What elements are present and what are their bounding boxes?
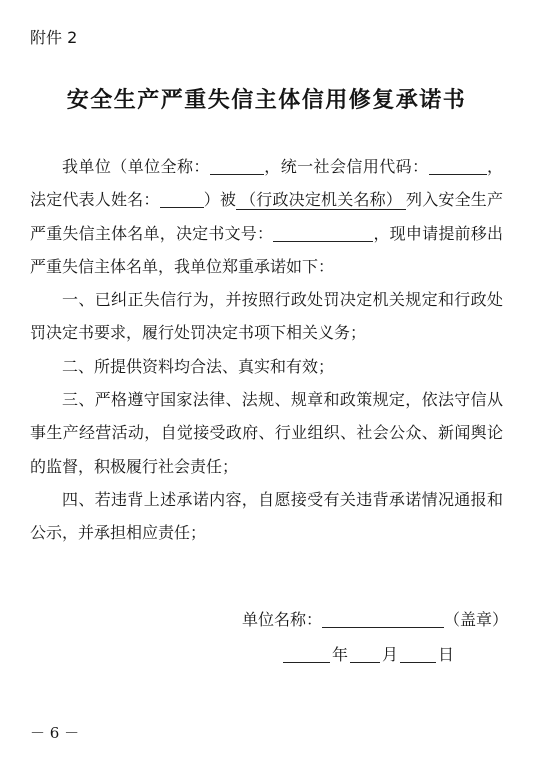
- listed-into-text: 列入安全生产: [406, 190, 503, 210]
- year-blank: [283, 662, 330, 663]
- unit-name-blank: [210, 174, 264, 175]
- signature-unit-name-label: 单位名称：: [242, 610, 323, 629]
- declaration-line-2: [30, 183, 503, 216]
- attachment-label: 附件 2: [30, 28, 78, 47]
- signature-unit-name-blank: [322, 627, 444, 628]
- document-title: 安全生产严重失信主体信用修复承诺书: [66, 87, 467, 113]
- commitment-3-line-1: 三、严格遵守国家法律、法规、规章和政策规定，依法守信从: [62, 390, 503, 410]
- decision-number-label: 严重失信主体名单，决定书文号：: [30, 223, 274, 243]
- authority-placeholder: （行政决定机关名称）: [236, 190, 406, 210]
- declaration-line-1: [30, 150, 503, 183]
- month-blank: [350, 662, 380, 663]
- credit-code-end: ，: [486, 157, 503, 176]
- signature-unit-name: [242, 608, 508, 632]
- seal-label: （盖章）: [444, 610, 509, 629]
- unit-name-label: 我单位（单位全称：: [62, 157, 210, 176]
- listed-by-text: ）被: [203, 190, 237, 210]
- year-label: 年: [332, 645, 349, 664]
- commitment-4-line-1: 四、若违背上述承诺内容，自愿接受有关违背承诺情况通报和: [62, 489, 503, 509]
- credit-code-label: ，统一社会信用代码：: [263, 157, 429, 176]
- application-closing: 严重失信主体名单，我单位郑重承诺如下：: [30, 256, 335, 276]
- commitment-1-line-1: 一、已纠正失信行为，并按照行政处罚决定机关规定和行政处: [62, 290, 503, 310]
- signature-date: [283, 643, 456, 667]
- commitment-body: [30, 150, 503, 550]
- legal-rep-blank: [160, 207, 204, 208]
- commitment-3-line-3: 的监督，积极履行社会责任；: [30, 456, 239, 476]
- day-label: 日: [438, 645, 455, 664]
- month-label: 月: [382, 645, 399, 664]
- commitment-2-line-1: 二、所提供资料均合法、真实和有效；: [62, 356, 335, 376]
- declaration-line-4: [30, 250, 503, 283]
- credit-code-blank: [429, 174, 487, 175]
- legal-rep-label: 法定代表人姓名：: [30, 190, 160, 210]
- page-number: － 6 －: [30, 724, 80, 742]
- declaration-line-3: [30, 217, 503, 250]
- commitment-4-line-2: 公示，并承担相应责任；: [30, 523, 207, 543]
- decision-number-blank: [273, 241, 373, 242]
- commitment-3-line-2: 事生产经营活动，自觉接受政府、行业组织、社会公众、新闻舆论: [30, 423, 503, 443]
- commitment-1-line-2: 罚决定书要求，履行处罚决定书项下相关义务；: [30, 323, 367, 343]
- application-text: ，现申请提前移出: [373, 223, 503, 243]
- day-blank: [400, 662, 436, 663]
